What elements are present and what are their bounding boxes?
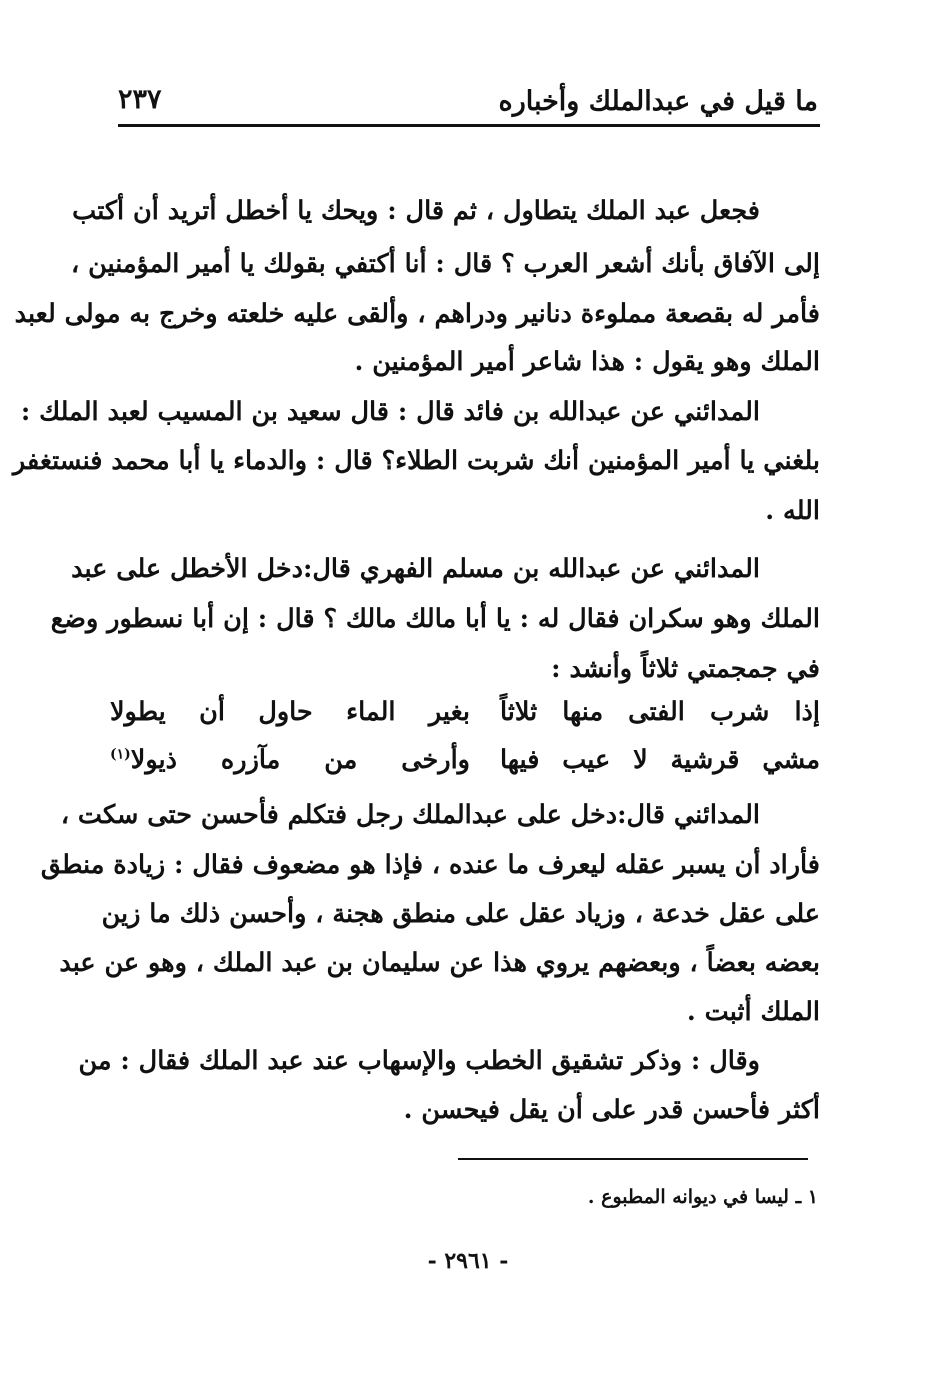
chapter-title: ما قيل في عبدالملك وأخباره xyxy=(498,86,818,117)
text-line: الله . xyxy=(765,496,820,526)
text-line: في جمجمتي ثلاثاً وأنشد : xyxy=(551,654,820,684)
verse-second-text: وأرخى من مآزره ذيولا xyxy=(130,745,470,775)
footnote: ١ ـ ليسا في ديوانه المطبوع . xyxy=(587,1186,818,1208)
text-line: الملك وهو سكران فقال له : يا أبا مالك مالك ؟ قال : إن أبا نسطور وضع xyxy=(50,604,820,634)
footnote-marker: (١) xyxy=(110,746,131,763)
text-line: إلى الآفاق بأنك أشعر العرب ؟ قال : أنا أكتفي بقولك يا أمير المؤمنين ، xyxy=(70,249,820,279)
text-line: المدائني عن عبدالله بن فائد قال : قال سعيد بن المسيب لعبد الملك : xyxy=(20,397,760,427)
poem-verse xyxy=(110,697,820,735)
text-line: وقال : وذكر تشقيق الخطب والإسهاب عند عبد الملك فقال : من xyxy=(78,1046,760,1076)
header-rule xyxy=(118,124,820,127)
verse-first-hemistich: مشي قرشية لا عيب فيها xyxy=(500,745,820,775)
text-line: بعضه بعضاً ، وبعضهم يروي هذا عن سليمان بن عبد الملك ، وهو عن عبد xyxy=(59,948,820,978)
verse-second-hemistich xyxy=(110,745,470,775)
text-line: الملك وهو يقول : هذا شاعر أمير المؤمنين . xyxy=(354,347,820,377)
verse-second-hemistich: بغير الماء حاول أن يطولا xyxy=(110,697,470,727)
text-line: فأراد أن يسبر عقله ليعرف ما عنده ، فإذا هو مضعوف فقال : زيادة منطق xyxy=(40,850,820,880)
text-line: فجعل عبد الملك يتطاول ، ثم قال : ويحك يا أخطل أتريد أن أكتب xyxy=(72,196,760,226)
footnote-rule xyxy=(458,1158,808,1160)
verse-first-hemistich: إذا شرب الفتى منها ثلاثاً xyxy=(500,697,820,727)
text-line: أكثر فأحسن قدر على أن يقل فيحسن . xyxy=(403,1095,820,1125)
text-line: الملك أثبت . xyxy=(686,997,820,1027)
text-line: بلغني يا أمير المؤمنين أنك شربت الطلاء؟ قال : والدماء يا أبا محمد فنستغفر xyxy=(12,446,820,476)
text-line: المدائني عن عبدالله بن مسلم الفهري قال:دخل الأخطل على عبد xyxy=(71,554,760,584)
page-number: ٢٣٧ xyxy=(118,84,162,115)
text-line: على عقل خدعة ، وزياد عقل على منطق هجنة ، وأحسن ذلك ما زين xyxy=(101,899,820,929)
footer-page-number: - ٢٩٦١ - xyxy=(427,1248,509,1274)
text-line: فأمر له بقصعة مملوءة دنانير ودراهم ، وألقى عليه خلعته وخرج به مولى لعبد xyxy=(14,299,820,329)
text-line: المدائني قال:دخل على عبدالملك رجل فتكلم فأحسن حتى سكت ، xyxy=(60,800,760,830)
poem-verse xyxy=(110,745,820,783)
running-header xyxy=(118,80,818,120)
